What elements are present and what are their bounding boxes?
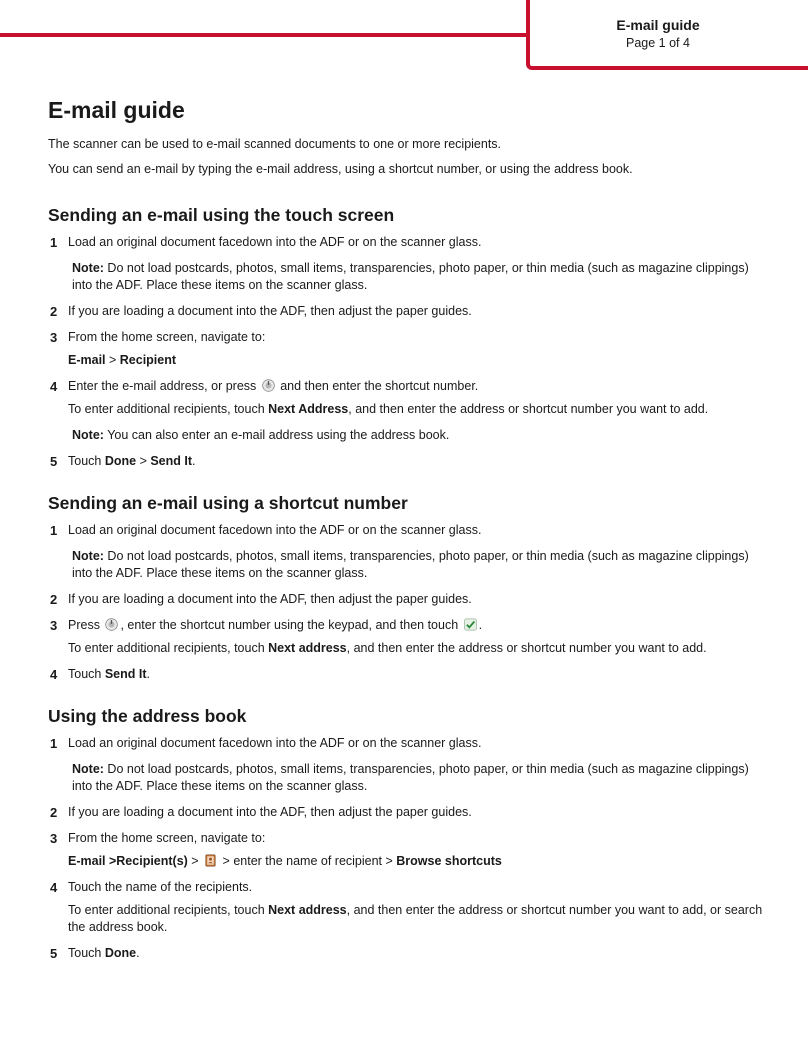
step-item [48,591,768,608]
step-item [48,303,768,320]
step-number: 4 [50,379,58,394]
step-text-part: , enter the shortcut number using the keypad, and then touch [120,618,462,632]
next-address-label: Next address [268,903,347,917]
step-number: 1 [50,523,58,538]
header-tab [526,0,808,70]
step-number: 3 [50,330,58,345]
step-text-part: To enter additional recipients, touch [68,903,269,917]
step-text [68,945,768,962]
step-text-part: To enter additional recipients, touch [68,641,269,655]
step-number: 2 [50,805,58,820]
next-address-label: Next address [268,641,347,655]
step-subtext [68,640,768,657]
step-text: Load an original document facedown into the ADF or on the scanner glass. [68,736,482,750]
step-text-part: Enter the e-mail address, or press [68,379,260,393]
step-item [48,879,768,936]
step-text: From the home screen, navigate to: [68,330,266,344]
step-number: 4 [50,880,58,895]
section-heading: Sending an e-mail using a shortcut number [48,493,408,513]
section-heading: Sending an e-mail using the touch screen [48,205,395,225]
note [68,427,768,444]
page-indicator: Page 1 of 4 [626,36,690,50]
step-item [48,522,768,582]
step-text-part: Touch [68,946,105,960]
step-item [48,234,768,294]
page-title: E-mail guide [48,97,185,123]
step-item [48,830,768,870]
step-text [68,666,768,683]
step-text [68,617,768,634]
send-it-label: Send It [104,667,147,681]
intro-paragraph: The scanner can be used to e-mail scanned documents to one or more recipients. [48,137,502,151]
step-text-part: Touch [68,667,105,681]
step-text [68,453,768,470]
step-item [48,617,768,657]
step-item [48,945,768,962]
step-subtext [68,401,768,418]
step-text-part: Press [68,618,104,632]
note-label: Note: [72,549,104,563]
step-number: 3 [50,618,58,633]
step-text-part: Touch [68,454,105,468]
note-label: Note: [72,261,104,275]
send-it-label: Send It [150,454,193,468]
note [68,260,768,294]
address-book-icon [204,854,217,867]
checkmark-icon [464,618,477,631]
step-text-part: . [136,946,140,960]
section-address-book [48,705,768,962]
note [68,761,768,795]
next-address-label: Next Address [268,402,349,416]
step-text-part: To enter additional recipients, touch [68,402,269,416]
nav-path [68,352,768,369]
step-item [48,735,768,795]
section-heading: Using the address book [48,706,247,726]
shortcut-hash-icon [105,618,118,631]
header-title: E-mail guide [616,17,700,33]
step-text-part: , and then enter the address or shortcut number you want to add. [346,641,707,655]
step-number: 5 [50,946,58,961]
section-touch-screen [48,204,768,470]
step-item [48,453,768,470]
path-recipient: Recipient [119,353,177,367]
note-label: Note: [72,762,104,776]
path-email-recipients: E-mail >Recipient(s) [68,854,188,868]
intro-paragraph: You can send an e-mail by typing the e-mail address, using a shortcut number, or using the address book. [48,162,633,176]
step-text: If you are loading a document into the ADF, then adjust the paper guides. [68,304,472,318]
path-email: E-mail [68,353,106,367]
step-item [48,666,768,683]
done-label: Done [104,454,137,468]
nav-path [68,853,768,870]
step-text: If you are loading a document into the ADF, then adjust the paper guides. [68,592,472,606]
step-text-part: . [146,667,150,681]
step-number: 5 [50,454,58,469]
step-number: 3 [50,831,58,846]
step-text [68,378,768,395]
step-text-part: , and then enter the address or shortcut number you want to add, or search the address book. [68,903,763,934]
step-text-part: and then enter the shortcut number. [276,379,479,393]
path-separator: > [136,454,151,468]
step-text-part: > enter the name of recipient > [219,854,397,868]
step-text: From the home screen, navigate to: [68,831,266,845]
step-number: 2 [50,592,58,607]
note-text: You can also enter an e-mail address using the address book. [103,428,450,442]
section-shortcut-number [48,492,768,683]
document-body [48,95,768,971]
note-text: Do not load postcards, photos, small items, transparencies, photo paper, or thin media (such as magazine clippings) into the ADF. Place these items on the scanner glass. [72,549,749,580]
note [68,548,768,582]
step-number: 2 [50,304,58,319]
step-item [48,804,768,821]
done-label: Done [104,946,137,960]
step-number: 4 [50,667,58,682]
note-text: Do not load postcards, photos, small items, transparencies, photo paper, or thin media (such as magazine clippings) into the ADF. Place these items on the scanner glass. [72,762,749,793]
header-rule [0,33,528,37]
step-text: If you are loading a document into the ADF, then adjust the paper guides. [68,805,472,819]
browse-shortcuts-label: Browse shortcuts [396,854,502,868]
step-subtext [68,902,768,936]
path-separator: > [187,854,203,868]
step-text-part: . [478,618,483,632]
note-text: Do not load postcards, photos, small items, transparencies, photo paper, or thin media (such as magazine clippings) into the ADF. Place these items on the scanner glass. [72,261,749,292]
step-text: Touch the name of the recipients. [68,880,253,894]
step-item [48,378,768,444]
shortcut-hash-icon [262,379,275,392]
step-text: Load an original document facedown into the ADF or on the scanner glass. [68,235,482,249]
step-text: Load an original document facedown into the ADF or on the scanner glass. [68,523,482,537]
note-label: Note: [72,428,104,442]
step-number: 1 [50,235,58,250]
path-separator: > [105,353,120,367]
step-text-part: . [192,454,196,468]
step-item [48,329,768,369]
step-number: 1 [50,736,58,751]
step-text-part: , and then enter the address or shortcut number you want to add. [348,402,709,416]
